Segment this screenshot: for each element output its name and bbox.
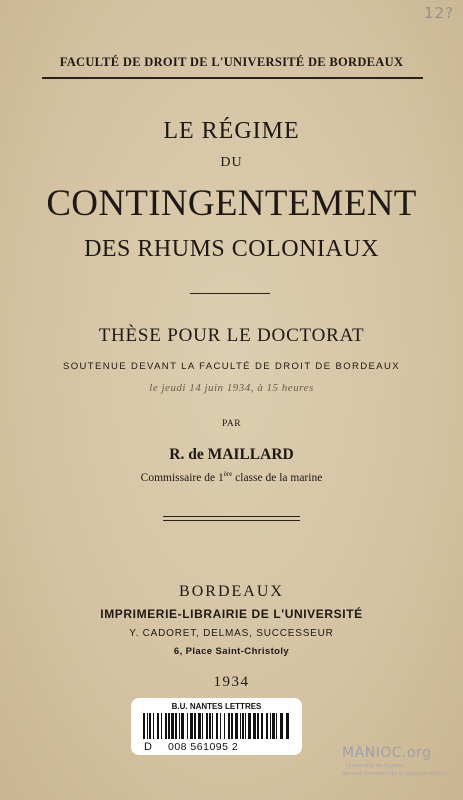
publication-year: 1934 [213, 674, 250, 690]
handwritten-shelf-mark: 12? [424, 4, 455, 22]
faculty-heading: FACULTÉ DE DROIT DE L'UNIVERSITÉ DE BORDEAUX [59, 55, 404, 69]
defense-date: le jeudi 14 juin 1934, à 15 heures [149, 382, 314, 394]
grade-superscript: ère [223, 470, 233, 478]
library-barcode-label [131, 698, 302, 755]
publication-city: BORDEAUX [179, 583, 284, 600]
printer-successor: Y. CADORET, DELMAS, SUCCESSEUR [129, 628, 334, 639]
title-divider [190, 293, 270, 294]
barcode-library-name: B.U. NANTES LETTRES [171, 702, 262, 711]
thesis-heading: THÈSE POUR LE DOCTORAT [98, 325, 365, 346]
double-rule-upper [163, 516, 300, 517]
title-line-4: DES RHUMS COLONIAUX [84, 236, 379, 262]
thesis-defended-line: SOUTENUE DEVANT LA FACULTÉ DE DROIT DE BORDEAUX [63, 361, 400, 372]
double-rule-lower [163, 520, 300, 521]
title-line-2: DU [220, 155, 243, 170]
watermark-institution: Université de Nantes [346, 763, 404, 769]
watermark-service: Service commun de la documentation [342, 771, 447, 777]
by-label: PAR [221, 419, 242, 429]
manioc-watermark-logo: MANIOC.org [342, 745, 432, 761]
printer-address: 6, Place Saint-Christoly [173, 646, 290, 657]
printer-name: IMPRIMERIE-LIBRAIRIE DE L'UNIVERSITÉ [100, 607, 363, 621]
barcode-number: 008 561095 2 [168, 741, 239, 753]
author-name: R. de MAILLARD [169, 446, 294, 463]
grade-prefix: Commissaire de 1 [140, 471, 224, 484]
grade-suffix: classe de la marine [232, 471, 323, 484]
title-line-1: LE RÉGIME [163, 118, 300, 144]
top-rule [42, 77, 423, 79]
title-line-3: CONTINGENTEMENT [46, 183, 417, 224]
barcode-prefix: D [144, 741, 152, 753]
author-grade [0, 470, 463, 484]
barcode-icon [143, 713, 290, 739]
